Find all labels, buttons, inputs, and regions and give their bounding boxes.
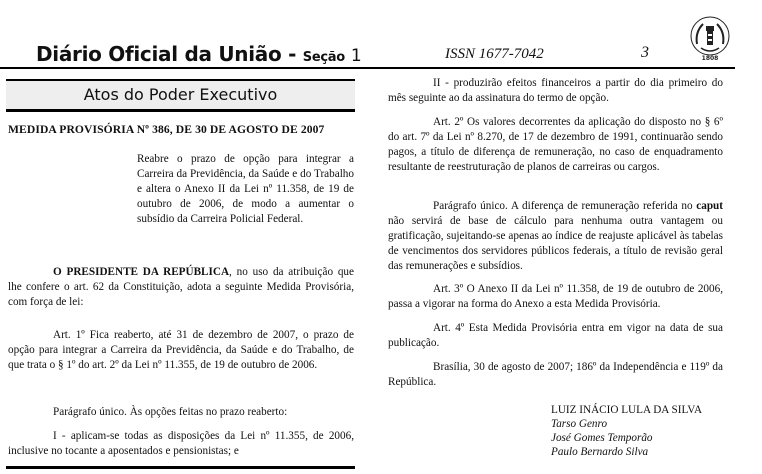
article-2-paragraph-caput: caput [696, 200, 723, 212]
article-2-paragraph-a: Parágrafo único. A diferença de remuneração referida no [433, 200, 697, 212]
publication-name: Diário Oficial da União [36, 42, 282, 66]
mp-title: MEDIDA PROVISÓRIA Nº 386, DE 30 DE AGOSTO DE 2007 [8, 123, 325, 136]
preamble [8, 265, 354, 310]
signature-president: LUIZ INÁCIO LULA DA SILVA [551, 404, 703, 416]
article-4: Art. 4º Esta Medida Provisória entra em vigor na data de sua publicação. [388, 322, 723, 349]
section-banner [6, 79, 355, 112]
ementa: Reabre o prazo de opção para integrar a Carreira da Previdência, da Saúde e do Trabalho e altera o Anexo II da Lei nº 11.358, de 19 de outubro de 2006, de modo a aumentar o subsídio da Carreira Policial Federal. [137, 153, 354, 225]
signature-minister: Paulo Bernardo Silva [551, 446, 649, 458]
section-label: Seção [302, 50, 345, 65]
page-number: 3 [641, 44, 649, 61]
imprensa-nacional-seal-icon [687, 14, 733, 62]
title-separator: - [288, 42, 297, 66]
signature-minister: José Gomes Temporão [551, 432, 653, 444]
section-number: 1 [350, 46, 362, 66]
date-place: Brasília, 30 de agosto de 2007; 186º da Independência e 119º da República. [388, 361, 723, 388]
signature-minister: Tarso Genro [551, 418, 608, 430]
article-2-paragraph [388, 199, 723, 274]
article-1: Art. 1º Fica reaberto, até 31 de dezembro de 2007, o prazo de opção para integrar a Carreira da Previdência, da Saúde e do Trabalho, de que trata o § 1º do art. 2º da Lei nº 11.355, de 19 de outubro de 2006. [8, 329, 354, 371]
article-1-inciso-2: II - produzirão efeitos financeiros a partir do dia primeiro do mês seguinte ao da assinatura do termo de opção. [388, 77, 723, 104]
article-2-paragraph-b: não servirá de base de cálculo para nenhuma outra vantagem ou gratificação, sujeitando-se apenas ao índice de reajuste aplicável às tabelas de vencimentos dos servidores públicos federais, a título de revisão geral das remunerações e subsídios. [388, 215, 723, 272]
issn: ISSN 1677-7042 [445, 46, 544, 62]
seal-year: 1808 [701, 55, 719, 62]
column-end-rule [6, 466, 355, 469]
banner-title: Atos do Poder Executivo [83, 85, 278, 104]
header-rule [0, 67, 735, 69]
signatures [551, 403, 702, 459]
article-2: Art. 2º Os valores decorrentes da aplicação do disposto no § 6º do art. 7º da Lei nº 8.270, de 17 de dezembro de 1991, continuarão sendo pagos, a título de diferença de remuneração, no caso de enquadramento resultante de reestruturação de planos de carreiras ou cargos. [388, 116, 723, 173]
publication-title [36, 42, 361, 66]
article-1-paragraph: Parágrafo único. Às opções feitas no prazo reaberto: [53, 406, 288, 418]
preamble-text: , no uso da atribuição que lhe confere o art. 62 da Constituição, adota a seguinte Medida Provisória, com força de lei: [8, 266, 354, 308]
article-3: Art. 3º O Anexo II da Lei nº 11.358, de 19 de outubro de 2006, passa a vigorar na forma do Anexo a esta Medida Provisória. [388, 283, 723, 310]
preamble-bold: O PRESIDENTE DA REPÚBLICA [53, 266, 230, 278]
article-1-inciso-1: I - aplicam-se todas as disposições da Lei nº 11.355, de 2006, inclusive no tocante a aposentados e pensionistas; e [8, 430, 354, 457]
